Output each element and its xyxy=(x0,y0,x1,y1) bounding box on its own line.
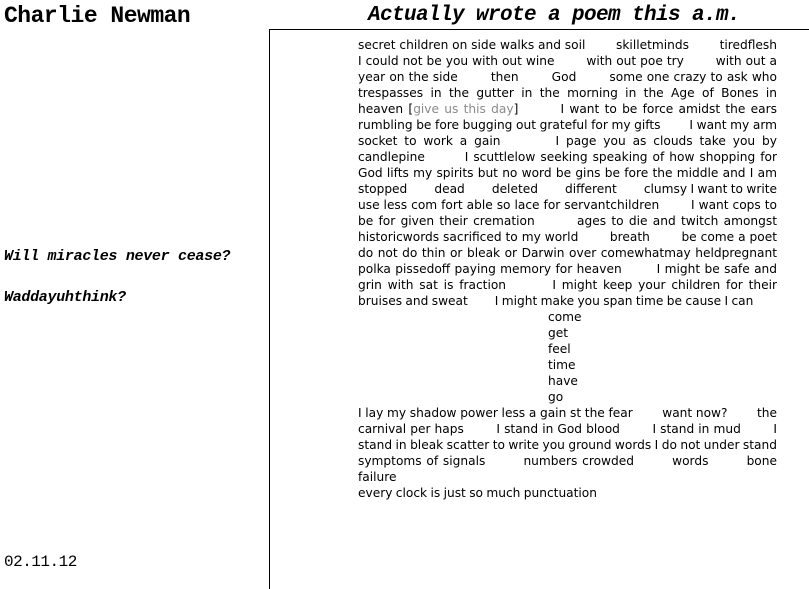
post-title: Actually wrote a poem this a.m. xyxy=(368,4,741,27)
poem-column-word: come xyxy=(548,310,582,324)
poem-column-word: go xyxy=(548,390,564,404)
side-note-question: Waddayuhthink? xyxy=(4,289,126,306)
poem-column-word: feel xyxy=(548,342,571,356)
poem-stanza-1 xyxy=(358,37,804,309)
poem-word-column xyxy=(358,309,777,405)
poem-stanza-2 xyxy=(358,405,804,485)
poem-column-word: time xyxy=(548,358,576,372)
side-note-miracles: Will miracles never cease? xyxy=(4,248,231,265)
bracket-close: ] xyxy=(513,102,519,116)
poem-gray-phrase: give us this day xyxy=(413,102,514,116)
poem-stanza-2-main: I lay my shadow power less a gain st the fear want now? the carnival per haps I stand in God blood I stand in mud I stand in bleak scatter to write you ground words I do not under stand symptoms of signals numbers crowded words bone failure xyxy=(358,406,804,484)
poem-last-line: every clock is just so much punctuation xyxy=(358,486,597,500)
author-name: Charlie Newman xyxy=(4,3,191,29)
post-date: 02.11.12 xyxy=(4,553,77,571)
bracket-open: [ xyxy=(408,102,414,116)
poem-column-word: get xyxy=(548,326,569,340)
poem-stanza-1-part-1: secret children on side walks and soil skilletminds tiredflesh I could not be you with out wine with out poe try with out a year on the side then God some one crazy to ask who trespasses in the gutter in the morning in the Age of Bones in heaven xyxy=(358,38,804,116)
poem-column-word: have xyxy=(548,374,578,388)
poem-body xyxy=(358,37,804,501)
poem-stanza-1-part-2: I want to be force amidst the ears rumbling be fore bugging out grateful for my gifts I want my arm socket to work a gain I page you as clouds take you by candlepine I scuttlelow seeking speaking of how shopping for God lifts my spirits but no word be gins be fore the middle and I am stopped dead deleted different clumsy I want to write use less com fort able so lace for servantchildren I want cops to be for given their cremation ages to die and twitch amongst historicwords sacrificed to my world breath be come a poet do not do thin or bleak or Darwin over comewhatmay heldpregnant polka pissedoff paying memory for heaven I might be safe and grin with sat is fraction I might keep your children for their bruises and sweat I might make you span time be cause I can xyxy=(358,102,804,308)
